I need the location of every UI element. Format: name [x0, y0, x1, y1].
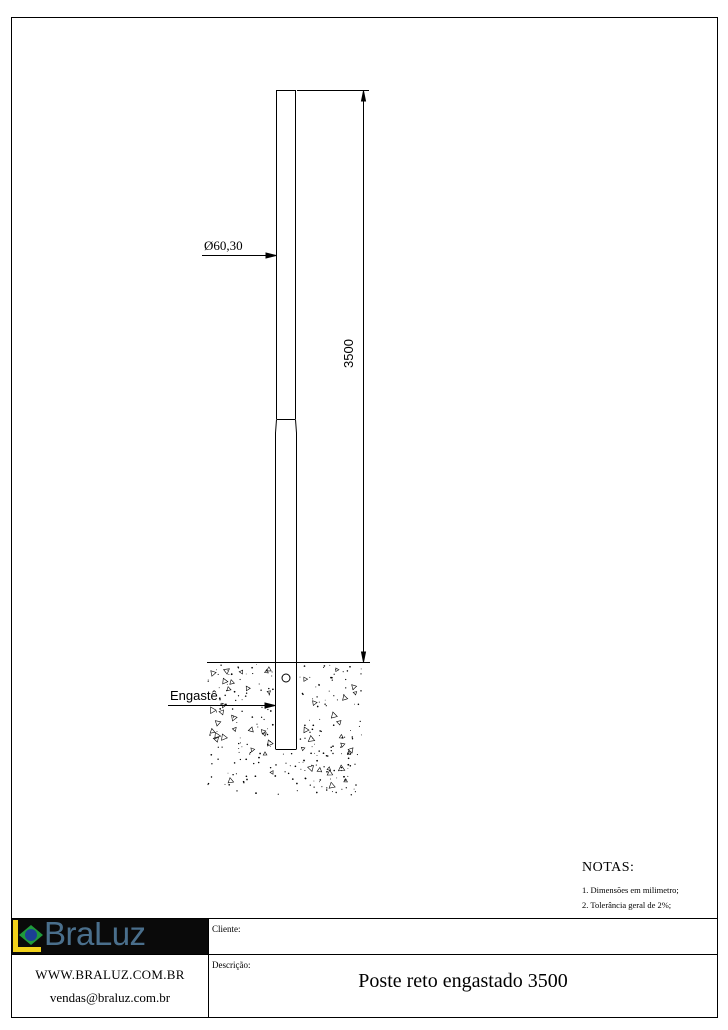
pole-hole: [282, 674, 290, 682]
soil-speck: [327, 755, 329, 757]
soil-speck: [237, 666, 238, 667]
soil-speck: [267, 728, 268, 729]
soil-speck: [347, 670, 349, 672]
soil-speck: [256, 724, 257, 725]
soil-speck: [310, 784, 311, 785]
soil-speck: [228, 773, 229, 774]
soil-speck: [329, 665, 330, 666]
soil-speck: [316, 760, 318, 762]
soil-speck: [343, 776, 345, 778]
soil-aggregate: [270, 771, 273, 775]
soil-speck: [278, 794, 279, 795]
soil-speck: [217, 731, 218, 732]
soil-speck: [224, 695, 225, 696]
soil-speck: [234, 762, 236, 764]
soil-speck: [331, 750, 332, 751]
soil-speck: [361, 668, 362, 669]
soil-speck: [347, 768, 348, 769]
soil-speck: [299, 762, 300, 763]
soil-speck: [349, 666, 351, 668]
soil-speck: [318, 750, 319, 751]
soil-speck: [312, 728, 314, 730]
soil-aggregate: [222, 734, 228, 740]
soil-speck: [315, 686, 316, 687]
soil-speck: [245, 758, 247, 760]
soil-speck: [243, 781, 245, 783]
soil-speck: [256, 664, 257, 665]
soil-speck: [219, 687, 220, 688]
soil-speck: [241, 746, 242, 747]
soil-speck: [355, 791, 356, 792]
soil-speck: [316, 696, 317, 697]
soil-speck: [255, 775, 257, 777]
soil-speck: [233, 717, 234, 718]
soil-speck: [242, 699, 243, 700]
soil-speck: [314, 744, 315, 745]
soil-speck: [227, 670, 228, 671]
soil-speck: [335, 792, 336, 793]
soil-speck: [319, 702, 320, 703]
soil-speck: [269, 694, 270, 695]
soil-speck: [238, 748, 239, 749]
soil-speck: [341, 789, 342, 790]
soil-speck: [359, 726, 360, 727]
soil-speck: [275, 764, 277, 766]
email-text: vendas@braluz.com.br: [49, 990, 171, 1005]
soil-aggregate: [223, 678, 228, 684]
soil-speck: [253, 763, 254, 764]
soil-speck: [228, 674, 229, 675]
soil-aggregate: [263, 752, 267, 755]
soil-speck: [332, 679, 333, 680]
soil-aggregate: [327, 770, 333, 775]
soil-speck: [321, 786, 322, 787]
soil-speck: [348, 757, 350, 759]
soil-speck: [336, 777, 337, 778]
soil-aggregate: [329, 782, 335, 788]
soil-speck: [345, 687, 346, 688]
soil-speck: [260, 689, 261, 690]
soil-speck: [216, 711, 217, 712]
soil-speck: [313, 781, 314, 782]
soil-speck: [267, 734, 269, 736]
soil-speck: [324, 703, 325, 704]
soil-speck: [272, 671, 273, 672]
soil-speck: [208, 680, 209, 681]
soil-speck: [330, 779, 331, 780]
soil-speck: [270, 767, 271, 768]
soil-speck: [240, 737, 241, 738]
soil-speck: [310, 752, 312, 754]
soil-aggregate: [353, 692, 357, 695]
soil-speck: [250, 752, 251, 753]
soil-speck: [319, 781, 320, 782]
soil-aggregate: [261, 730, 266, 735]
soil-aggregate: [232, 715, 238, 721]
soil-speck: [261, 707, 262, 708]
diameter-leader: [202, 253, 276, 258]
soil-speck: [300, 738, 301, 739]
soil-speck: [264, 719, 265, 720]
soil-aggregate: [227, 687, 231, 691]
soil-speck: [227, 684, 228, 685]
soil-aggregate: [317, 768, 322, 772]
soil-speck: [347, 764, 349, 766]
soil-speck: [219, 697, 221, 699]
soil-speck: [255, 792, 257, 794]
soil-speck: [334, 674, 335, 675]
soil-speck: [347, 776, 348, 777]
soil-speck: [318, 684, 320, 686]
soil-aggregate: [215, 733, 221, 739]
soil-speck: [333, 770, 335, 772]
soil-speck: [316, 792, 318, 794]
soil-speck: [291, 753, 292, 754]
soil-speck: [340, 746, 341, 747]
soil-speck: [323, 667, 324, 668]
soil-aggregate: [210, 729, 215, 734]
soil-speck: [283, 754, 284, 755]
soil-speck: [333, 695, 334, 696]
soil-aggregate: [343, 695, 348, 700]
soil-speck: [240, 759, 241, 760]
soil-aggregate: [304, 727, 309, 733]
soil-speck: [264, 707, 266, 709]
cliente-label: Cliente:: [212, 924, 241, 934]
soil-speck: [332, 753, 333, 754]
soil-aggregate: [352, 685, 357, 690]
soil-speck: [208, 783, 209, 784]
soil-speck: [351, 794, 352, 795]
soil-speck: [332, 791, 333, 792]
soil-speck: [246, 674, 247, 675]
soil-speck: [235, 700, 236, 701]
soil-speck: [304, 665, 306, 667]
soil-speck: [261, 717, 262, 718]
soil-speck: [231, 673, 233, 675]
soil-speck: [274, 775, 276, 777]
soil-speck: [319, 719, 320, 720]
soil-speck: [272, 724, 274, 726]
soil-speck: [270, 710, 272, 712]
soil-aggregate: [251, 748, 255, 752]
note-item: 2. Tolerância geral de 2%;: [582, 900, 672, 910]
soil-speck: [259, 753, 261, 755]
soil-speck: [361, 734, 362, 735]
soil-speck: [330, 746, 332, 748]
soil-speck: [304, 770, 305, 771]
soil-speck: [320, 731, 321, 732]
soil-aggregate: [308, 736, 314, 742]
soil-speck: [314, 787, 315, 788]
soil-speck: [345, 679, 346, 680]
soil-aggregate: [230, 680, 235, 685]
soil-speck: [245, 695, 247, 697]
soil-speck: [270, 746, 271, 747]
soil-aggregate: [337, 721, 341, 725]
soil-speck: [220, 703, 221, 704]
soil-speck: [271, 675, 272, 676]
soil-speck: [272, 688, 274, 690]
soil-aggregate: [331, 712, 337, 718]
height-dimension: [297, 90, 369, 662]
soil-speck: [258, 757, 260, 759]
engaste-label: Engastê: [170, 688, 218, 703]
soil-speck: [319, 735, 320, 736]
soil-aggregate: [232, 727, 236, 731]
soil-aggregate: [239, 670, 243, 674]
soil-speck: [324, 665, 326, 667]
soil-speck: [354, 764, 355, 765]
soil-speck: [346, 787, 347, 788]
soil-speck: [344, 737, 345, 738]
soil-speck: [225, 784, 226, 785]
soil-speck: [304, 738, 305, 739]
soil-speck: [218, 674, 219, 675]
soil-speck: [341, 753, 342, 754]
soil-speck: [267, 709, 268, 710]
soil-speck: [238, 695, 239, 696]
soil-speck: [209, 734, 211, 736]
soil-speck: [222, 747, 223, 748]
soil-speck: [296, 783, 298, 785]
soil-speck: [295, 765, 297, 767]
soil-aggregate: [341, 743, 345, 747]
website-text: WWW.BRALUZ.COM.BR: [35, 967, 185, 982]
soil-speck: [240, 679, 241, 680]
soil-speck: [326, 705, 327, 706]
soil-speck: [219, 699, 220, 700]
soil-aggregate: [211, 671, 216, 677]
soil-speck: [352, 736, 354, 738]
soil-speck: [241, 711, 242, 712]
soil-speck: [312, 746, 313, 747]
brand-wordmark: BraLuz: [44, 915, 146, 952]
soil-speck: [355, 784, 357, 786]
soil-aggregate: [348, 748, 353, 753]
soil-speck: [257, 726, 258, 727]
soil-speck: [220, 665, 221, 666]
soil-speck: [314, 753, 315, 754]
soil-aggregate: [313, 701, 318, 706]
soil-speck: [232, 708, 234, 710]
soil-speck: [323, 752, 325, 754]
soil-speck: [246, 775, 248, 777]
soil-speck: [319, 779, 321, 781]
soil-speck: [326, 787, 327, 788]
soil-aggregate: [304, 677, 308, 681]
soil-speck: [246, 779, 248, 781]
soil-speck: [343, 671, 344, 672]
soil-speck: [332, 745, 334, 747]
soil-speck: [258, 762, 260, 764]
diameter-label: Ø60,30: [204, 238, 243, 253]
drawing-title: Poste reto engastado 3500: [358, 970, 568, 992]
soil-speck: [216, 669, 217, 670]
soil-aggregate: [219, 710, 224, 715]
soil-speck: [360, 721, 361, 722]
soil-speck: [323, 766, 324, 767]
soil-speck: [350, 730, 351, 731]
soil-speck: [297, 790, 298, 791]
soil-speck: [232, 774, 233, 775]
soil-speck: [236, 773, 237, 774]
pole: [276, 90, 297, 750]
soil-speck: [300, 677, 301, 678]
soil-speck: [305, 778, 306, 779]
soil-speck: [219, 708, 221, 710]
soil-speck: [316, 765, 317, 766]
soil-speck: [333, 724, 335, 726]
soil-speck: [211, 763, 212, 764]
soil-speck: [234, 691, 236, 693]
soil-speck: [326, 771, 328, 773]
soil-speck: [303, 760, 305, 762]
notes-title: NOTAS:: [582, 860, 635, 875]
soil-speck: [285, 763, 286, 764]
soil-speck: [352, 738, 353, 739]
soil-speck: [238, 743, 239, 744]
soil-speck: [228, 784, 230, 786]
soil-speck: [252, 673, 253, 674]
soil-aggregate: [215, 721, 221, 726]
soil-speck: [326, 789, 328, 791]
soil-speck: [300, 769, 301, 770]
soil-aggregate: [301, 747, 305, 750]
soil-speck: [341, 767, 343, 769]
soil-speck: [350, 765, 352, 767]
soil-speck: [358, 704, 360, 706]
soil-speck: [325, 700, 326, 701]
soil-speck: [252, 716, 254, 718]
soil-speck: [236, 722, 237, 723]
soil-speck: [208, 681, 209, 682]
soil-speck: [312, 698, 313, 699]
soil-speck: [239, 752, 240, 753]
soil-speck: [331, 677, 333, 679]
soil-speck: [236, 790, 237, 791]
soil-aggregate: [308, 766, 314, 772]
soil-speck: [211, 776, 212, 777]
soil-aggregate: [336, 668, 339, 672]
soil-speck: [317, 706, 319, 708]
soil-aggregate: [211, 707, 217, 714]
soil-hatch: [207, 664, 361, 795]
soil-speck: [302, 693, 303, 694]
soil-aggregate: [248, 727, 253, 732]
soil-aggregate: [267, 691, 270, 694]
soil-speck: [292, 778, 294, 780]
soil-speck: [309, 677, 310, 678]
soil-speck: [309, 720, 310, 721]
soil-speck: [288, 773, 290, 775]
soil-speck: [218, 747, 219, 748]
soil-speck: [329, 691, 330, 692]
note-item: 1. Dimensões em milimetro;: [582, 885, 679, 895]
height-label: 3500: [341, 339, 356, 368]
soil-speck: [312, 724, 314, 726]
soil-speck: [284, 771, 285, 772]
soil-aggregate: [224, 669, 230, 674]
soil-speck: [360, 673, 361, 674]
soil-speck: [337, 699, 338, 700]
soil-speck: [210, 754, 212, 756]
soil-speck: [217, 758, 218, 759]
soil-speck: [249, 753, 250, 754]
soil-speck: [354, 789, 355, 790]
soil-speck: [354, 704, 355, 705]
soil-speck: [357, 754, 358, 755]
soil-aggregate: [246, 686, 250, 691]
soil-aggregate: [228, 778, 234, 783]
soil-speck: [268, 688, 269, 689]
soil-speck: [290, 765, 291, 766]
soil-aggregate: [339, 735, 343, 739]
soil-speck: [304, 725, 306, 727]
soil-speck: [240, 742, 241, 743]
soil-speck: [303, 762, 304, 763]
soil-speck: [247, 744, 248, 745]
descricao-label: Descrição:: [212, 960, 251, 970]
soil-speck: [317, 755, 318, 756]
soil-speck: [360, 690, 361, 691]
soil-speck: [246, 692, 247, 693]
soil-speck: [251, 667, 253, 669]
soil-aggregate: [327, 767, 331, 771]
soil-speck: [259, 683, 260, 684]
soil-speck: [309, 732, 310, 733]
